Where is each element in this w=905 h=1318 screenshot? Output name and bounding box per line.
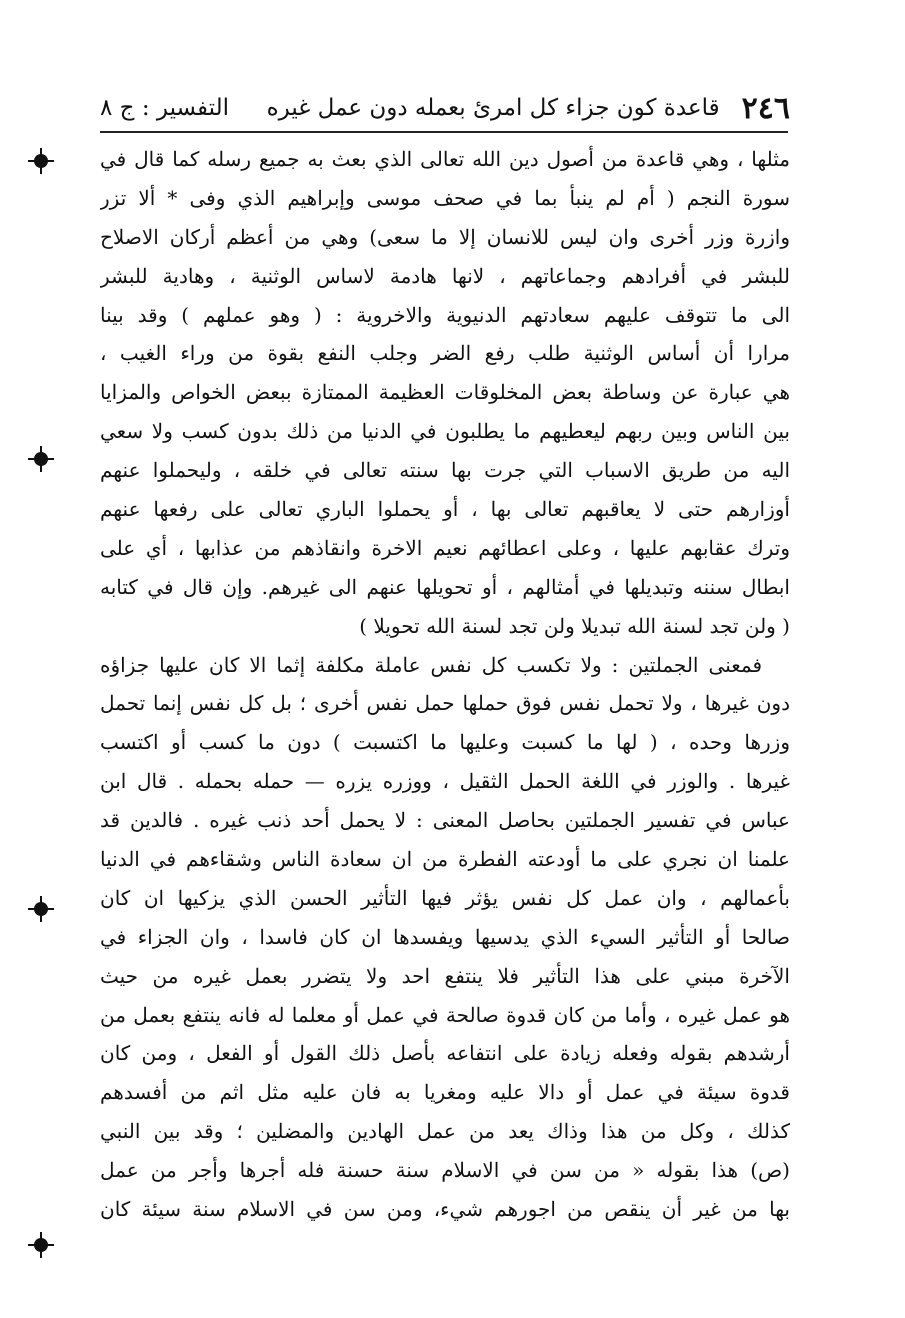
- asterisk-bullet-icon: [34, 154, 48, 168]
- text-line: بها من غير أن ينقص من اجورهم شيء، ومن سن في الاسلام سنة سيئة كان: [100, 1197, 790, 1222]
- text-line: هو عمل غيره ، وأما من كان قدوة صالحة في عمل أو معلما له فانه ينتفع بعمل من: [100, 1002, 790, 1027]
- text-line: سورة النجم ( أم لم ينبأ بما في صحف موسى وإبراهيم الذي وفى * ألا تزر: [100, 185, 790, 210]
- text-line: وترك عقابهم عليها ، وعلى اعطائهم نعيم الاخرة وانقاذهم من عذابها ، أي على: [100, 535, 790, 560]
- text-line: فمعنى الجملتين : ولا تكسب كل نفس عاملة مكلفة إثما الا كان عليها جزاؤه: [100, 652, 762, 677]
- text-line: صالحا أو التأثير السيء الذي يدسيها ويفسدها ان كان فاسدا ، وان الجزاء في: [100, 924, 790, 949]
- text-line: وازرة وزر أخرى وان ليس للانسان إلا ما سعى) وهي من أعظم أركان الاصلاح: [100, 224, 790, 249]
- book-part-label: التفسير : ج ٨: [100, 95, 230, 121]
- text-line: ابطال سننه وتبديلها في أمثالهم ، أو تحويلها عنهم الى غيرهم. وإن قال في كتابه: [100, 574, 790, 599]
- text-line: علمنا ان نجري على ما أودعته الفطرة من ان سعادة الناس وشقاءهم في الدنيا: [100, 847, 790, 872]
- text-line: ( ولن تجد لسنة الله تبديلا ولن تجد لسنة الله تحويلا ): [359, 613, 790, 638]
- text-line: أرشدهم بقوله وفعله زيادة على انتفاعه بأصل ذلك القول أو الفعل ، ومن كان: [100, 1041, 790, 1066]
- text-line: هي عبارة عن وساطة بعض المخلوقات العظيمة الممتازة ببعض الخواص والمزايا: [100, 380, 790, 405]
- text-line: دون غيرها ، ولا تحمل نفس فوق حملها حمل نفس أخرى ؛ بل كل نفس إنما تحمل: [100, 691, 790, 716]
- body-text: [100, 140, 790, 1229]
- header-divider: [100, 131, 788, 133]
- page-number: ٢٤٦: [741, 90, 790, 126]
- text-line: (ص) هذا بقوله « من سن في الاسلام سنة حسنة فله أجرها وأجر من عمل: [100, 1158, 790, 1183]
- text-line: أوزارهم حتى لا يعاقبهم تعالى بها ، أو يحملوا الباري تعالى على رفعها عنهم: [100, 497, 790, 522]
- text-line: مثلها ، وهي قاعدة من أصول دين الله تعالى الذي بعث به جميع رسله كما قال في: [100, 147, 790, 171]
- running-title: قاعدة كون جزاء كل امرئ بعمله دون عمل غيره: [266, 95, 720, 121]
- text-line: بأعمالهم ، وان عمل كل نفس يؤثر فيها التأثير الحسن الذي يزكيها ان كان: [100, 885, 790, 910]
- asterisk-bullet-icon: [34, 902, 48, 916]
- text-line: غيرها . والوزر في اللغة الحمل الثقيل ، ووزره يزره — حمله بحمله . قال ابن: [100, 769, 790, 794]
- page-header: [100, 88, 790, 128]
- text-line: بين الناس وبين ربهم ليعطيهم ما يطلبون في الدنيا من ذلك بدون كسب ولا سعي: [100, 419, 790, 444]
- text-line: كذلك ، وكل من هذا وذاك يعد من عمل الهادين والمضلين ؛ وقد بين النبي: [100, 1119, 790, 1144]
- text-line: الآخرة مبني على هذا التأثير فلا ينتفع احد ولا يتضرر بعمل غيره من حيث: [100, 963, 790, 988]
- text-line: قدوة سيئة في عمل أو دالا عليه ومغريا به فان عليه مثل اثم من أفسدهم: [100, 1080, 790, 1105]
- text-line: وزرها وحده ، ( لها ما كسبت وعليها ما اكتسبت ) دون ما كسب أو اكتسب: [100, 730, 790, 755]
- text-line: الى ما تتوقف عليهم سعادتهم الدنيوية والاخروية : ( وهو عملهم ) وقد بينا: [100, 302, 790, 327]
- text-line: مرارا أن أساس الوثنية طلب رفع الضر وجلب النفع بقوة من وراء الغيب ،: [100, 341, 790, 366]
- text-line: اليه من طريق الاسباب التي جرت بها سنته تعالى في خلقه ، وليحملوا عنهم: [100, 458, 790, 483]
- text-line: للبشر في أفرادهم وجماعاتهم ، لانها هادمة لاساس الوثنية ، وهادية للبشر: [100, 263, 790, 288]
- asterisk-bullet-icon: [34, 1238, 48, 1252]
- text-line: عباس في تفسير الجملتين بحاصل المعنى : لا يحمل أحد ذنب غيره . فالدين قد: [100, 808, 790, 833]
- asterisk-bullet-icon: [34, 452, 48, 466]
